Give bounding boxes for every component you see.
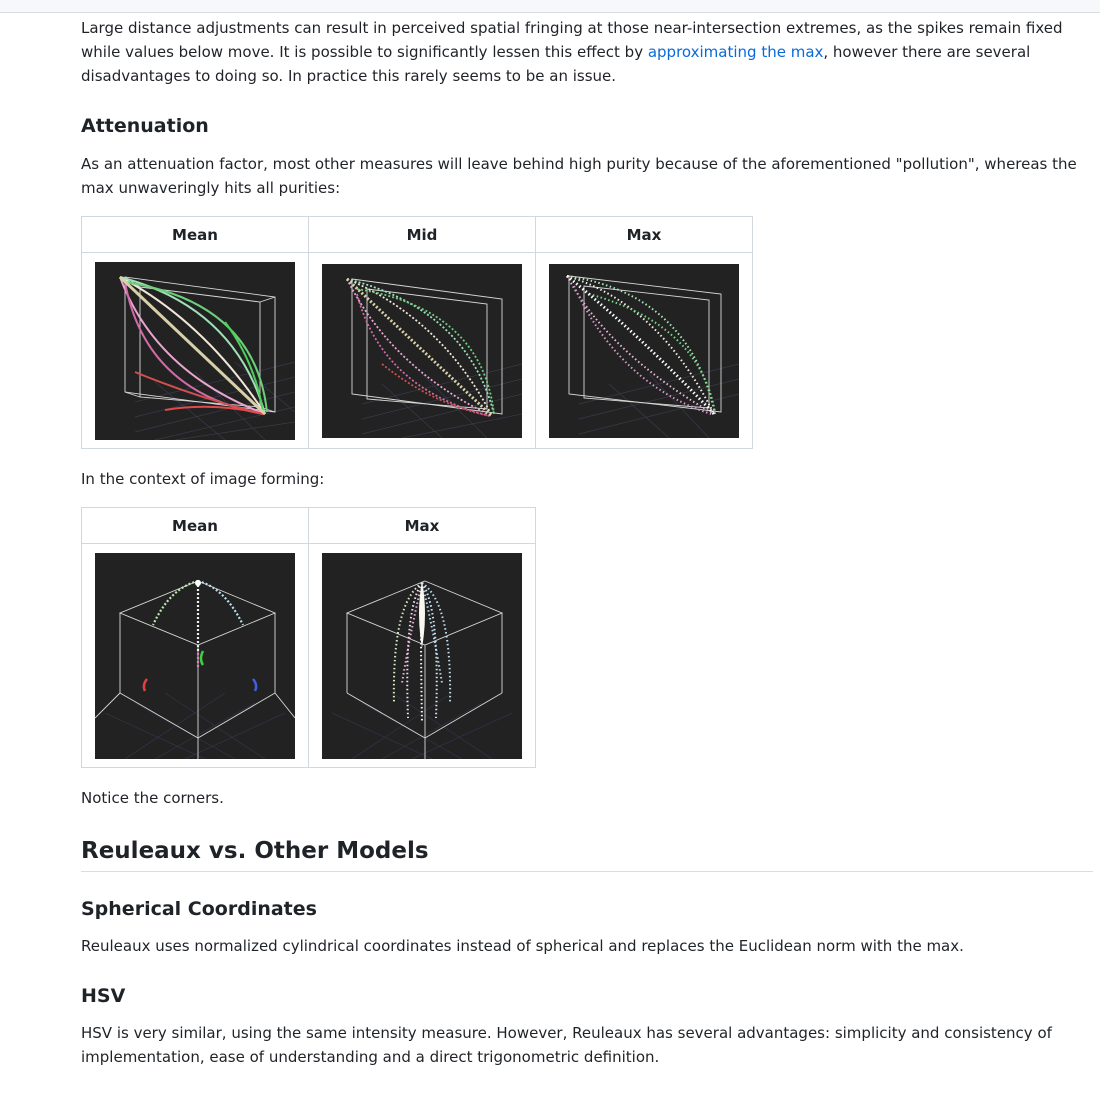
attenuation-table — [81, 216, 753, 449]
image-forming-mean-plot — [95, 553, 295, 759]
image-forming-col-mean: Mean — [82, 508, 309, 544]
attenuation-mean-plot — [95, 262, 295, 440]
image-forming-paragraph: In the context of image forming: — [81, 470, 325, 488]
image-forming-col-max: Max — [309, 508, 536, 544]
hsv-paragraph: HSV is very similar, using the same intensity measure. However, Reuleaux has several advantages: simplicity and consistency of implementation, ease of understanding and a direct trigonometric definition. — [81, 1024, 1052, 1066]
approximating-the-max-link[interactable]: approximating the max — [647, 43, 824, 61]
image-forming-cell-mean — [82, 544, 309, 768]
attenuation-cell-max — [536, 253, 753, 449]
image-forming-table — [81, 507, 536, 768]
image-forming-max-plot — [322, 553, 522, 759]
intro-text-after: , however there are several disadvantages to doing so. In practice this rarely seems to be an issue. — [81, 43, 1031, 85]
attenuation-col-mean: Mean — [82, 217, 309, 253]
attenuation-cell-mid — [309, 253, 536, 449]
intro-paragraph — [81, 16, 1093, 88]
attenuation-heading: Attenuation — [81, 115, 209, 137]
image-forming-cell-max — [309, 544, 536, 768]
hsv-heading: HSV — [81, 985, 126, 1007]
attenuation-col-max: Max — [536, 217, 753, 253]
attenuation-mid-plot — [322, 264, 522, 438]
corners-note: Notice the corners. — [81, 789, 224, 807]
spherical-coordinates-heading: Spherical Coordinates — [81, 898, 317, 920]
reuleaux-vs-other-models-heading: Reuleaux vs. Other Models — [81, 836, 1093, 872]
attenuation-cell-mean — [82, 253, 309, 449]
page-top-strip — [0, 0, 1100, 13]
spherical-coordinates-paragraph: Reuleaux uses normalized cylindrical coordinates instead of spherical and replaces the Euclidean norm with the max. — [81, 937, 964, 955]
attenuation-max-plot — [549, 264, 739, 438]
intro-text-before: Large distance adjustments can result in perceived spatial fringing at those near-intersection extremes, as the spikes remain fixed while values below move. It is possible to significantly lessen this effect by — [81, 19, 1063, 61]
attenuation-col-mid: Mid — [309, 217, 536, 253]
readme-content — [81, 16, 1093, 1069]
attenuation-paragraph: As an attenuation factor, most other measures will leave behind high purity because of the aforementioned "pollution", whereas the max unwaveringly hits all purities: — [81, 155, 1077, 197]
